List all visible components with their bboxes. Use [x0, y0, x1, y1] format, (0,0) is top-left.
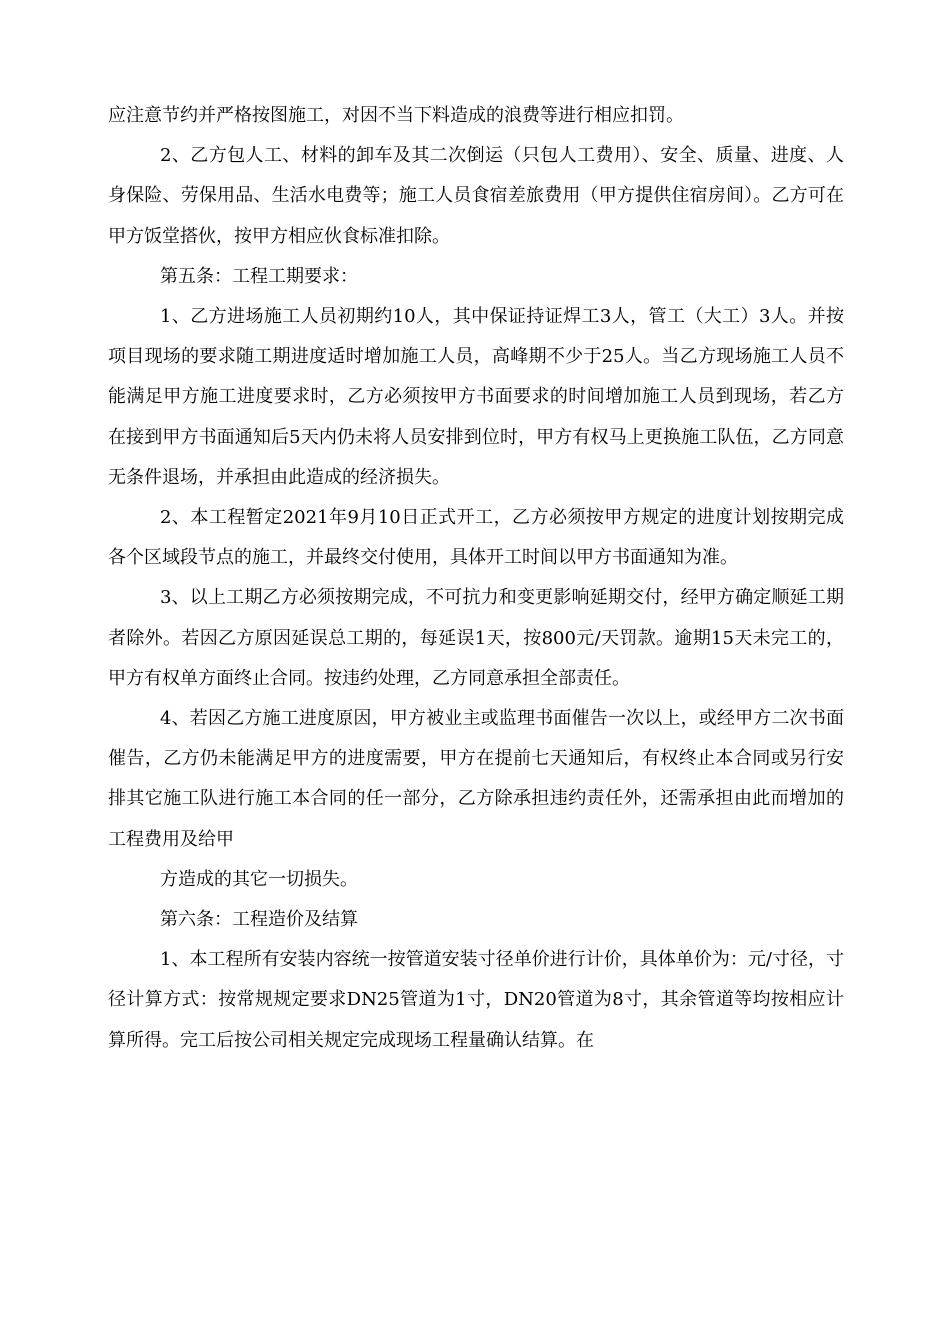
paragraph-clause-4-item-2: 2、乙方包人工、材料的卸车及其二次倒运（只包人工费用）、安全、质量、进度、人身保险、劳保用品、生活水电费等；施工人员食宿差旅费用（甲方提供住宿房间）。乙方可在甲方饭堂搭伙，按甲方相应伙食标准扣除。 [108, 145, 844, 247]
paragraph-article-5-item-4: 4、若因乙方施工进度原因，甲方被业主或监理书面催告一次以上，或经甲方二次书面催告，乙方仍未能满足甲方的进度需要，甲方在提前七天通知后，有权终止本合同或另行安排其它施工队进行施工本合同的任一部分，乙方除承担违约责任外，还需承担由此而增加的工程费用及给甲 [108, 708, 844, 850]
paragraph-article-6-item-1: 1、本工程所有安装内容统一按管道安装寸径单价进行计价，具体单价为：元/寸径，寸径计算方式：按常规规定要求DN25管道为1寸，DN20管道为8寸，其余管道等均按相应计算所得。完工后按公司相关规定完成现场工程量确认结算。在 [108, 949, 844, 1051]
document-body [108, 96, 844, 1061]
paragraph-article-5-item-4-continued: 方造成的其它一切损失。 [160, 868, 358, 890]
paragraph-article-5-item-3: 3、以上工期乙方必须按期完成，不可抗力和变更影响延期交付，经甲方确定顺延工期者除外。若因乙方原因延误总工期的，每延误1天，按800元/天罚款。逾期15天未完工的，甲方有权单方面终止合同。按违约处理，乙方同意承担全部责任。 [108, 587, 844, 689]
section-heading-article-5: 第五条：工程工期要求： [160, 265, 358, 287]
section-heading-article-6: 第六条：工程造价及结算 [160, 909, 358, 931]
paragraph-article-5-item-2: 2、本工程暂定2021年9月10日正式开工，乙方必须按甲方规定的进度计划按期完成各个区域段节点的施工，并最终交付使用，具体开工时间以甲方书面通知为准。 [108, 507, 844, 569]
paragraph-article-5-item-1: 1、乙方进场施工人员初期约10人，其中保证持证焊工3人，管工（大工）3人。并按项目现场的要求随工期进度适时增加施工人员，高峰期不少于25人。当乙方现场施工人员不能满足甲方施工进度要求时，乙方必须按甲方书面要求的时间增加施工人员到现场，若乙方在接到甲方书面通知后5天内仍未将人员安排到位时，甲方有权马上更换施工队伍，乙方同意无条件退场，并承担由此造成的经济损失。 [108, 306, 844, 488]
paragraph-continuation: 应注意节约并严格按图施工，对因不当下料造成的浪费等进行相应扣罚。 [108, 105, 684, 126]
